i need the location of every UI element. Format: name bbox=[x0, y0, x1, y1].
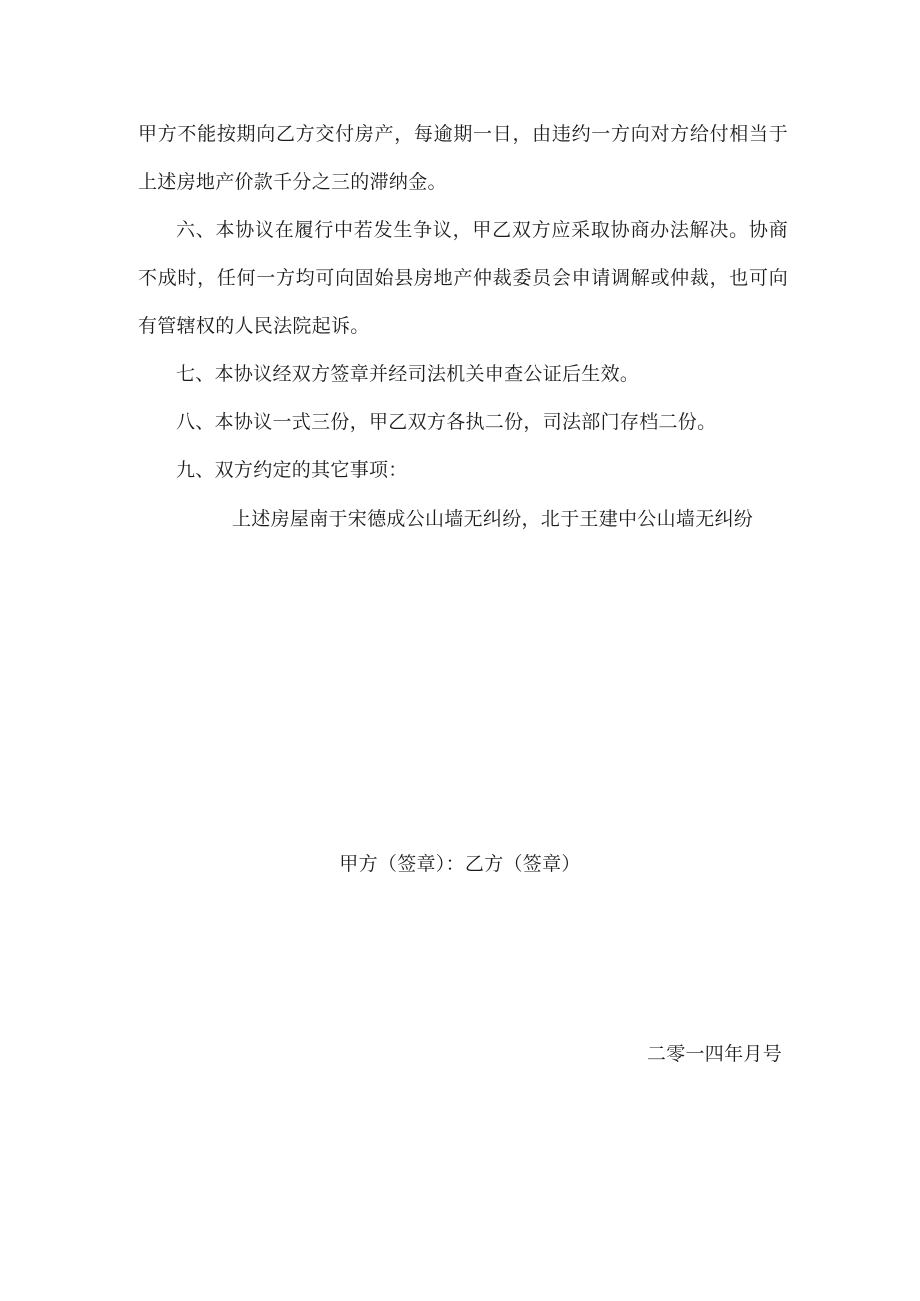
paragraph-other-matters-heading: 九、双方约定的其它事项： bbox=[176, 459, 408, 481]
date-line: 二零一四年月号 bbox=[646, 1043, 782, 1065]
paragraph-effective-clause: 七、本协议经双方签章并经司法机关申查公证后生效。 bbox=[176, 363, 640, 385]
paragraph-copies-clause: 八、本协议一式三份，甲乙双方各执二份，司法部门存档二份。 bbox=[176, 411, 717, 433]
signature-line: 甲方（签章）：乙方（签章） bbox=[339, 853, 581, 875]
paragraph-dispute-clause: 六、本协议在履行中若发生争议，甲乙双方应采取协商办法解决。协商不成时，任何一方均可向固始县房地产仲裁委员会申请调解或仲裁，也可向有管辖权的人民法院起诉。 bbox=[138, 219, 788, 337]
paragraph-other-matters-detail: 上述房屋南于宋德成公山墙无纠纷，北于王建中公山墙无纠纷 bbox=[232, 508, 754, 530]
paragraph-penalty-clause: 甲方不能按期向乙方交付房产，每逾期一日，由违约一方向对方给付相当于上述房地产价款千分之三的滞纳金。 bbox=[138, 123, 788, 193]
